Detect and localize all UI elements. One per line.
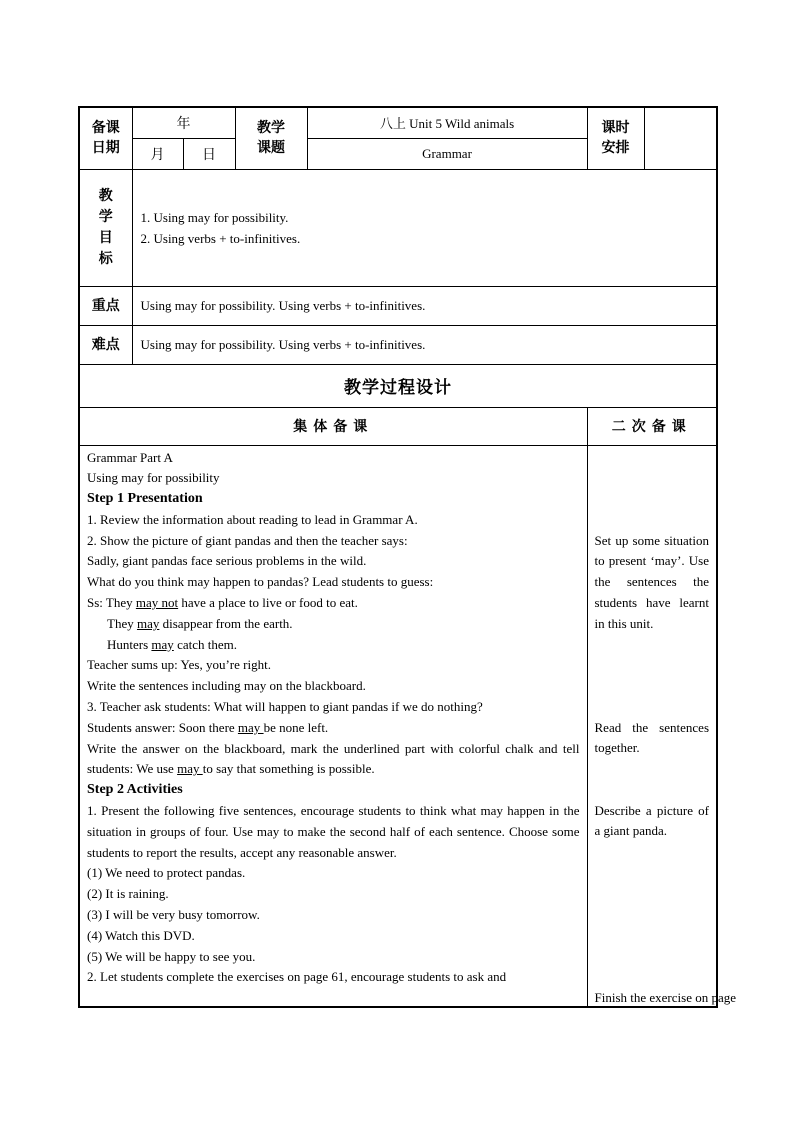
side-note: Set up some situation to present ‘may’. Use the sentences the students have learnt in this unit. [594, 532, 709, 631]
month-field: 月 [132, 138, 183, 169]
day-field: 日 [183, 138, 235, 169]
schedule-value [644, 107, 717, 169]
side-notes [587, 445, 737, 1007]
step-heading: Step 2 Activities [87, 782, 183, 798]
goals-label-char: 教 [98, 187, 113, 204]
text-line: Hunters may catch them. [107, 636, 237, 652]
text-line: 2. Let students complete the exercises on page 61, encourage students to ask and [87, 969, 507, 985]
underlined-may: may [136, 615, 160, 631]
text-paragraph: 1. Present the following five sentences, encourage students to think what may happen in the situation in groups of four. Use may to make the second half of each sentence. Choose some students to report the results, accept any reasonable answer. [87, 803, 580, 860]
side-column-header: 二次备课 [587, 407, 717, 445]
topic-subtitle: Grammar [307, 138, 587, 169]
goals-label [79, 169, 132, 286]
goal-item: 2. Using verbs + to-infinitives. [140, 230, 301, 246]
side-note: Finish the exercise on page [594, 989, 737, 1005]
text-line: Sadly, giant pandas face serious problems in the wild. [87, 553, 367, 569]
text-line: Ss: They may not have a place to live or food to eat. [87, 595, 358, 611]
underlined-may: may [237, 719, 264, 735]
side-note: Describe a picture of a giant panda. [594, 802, 709, 839]
text-paragraph: Write the answer on the blackboard, mark the underlined part with colorful chalk and tell students: We use may to say that something is possible. [87, 740, 580, 777]
goals-label-char: 标 [98, 250, 113, 267]
main-column-header: 集体备课 [79, 407, 587, 445]
key-points-label: 重点 [79, 286, 132, 325]
goals-label-char: 学 [98, 208, 113, 225]
year-field: 年 [132, 107, 235, 138]
sentence-item: (2) It is raining. [87, 886, 169, 902]
underlined-may: may [177, 761, 203, 777]
text-line: 2. Show the picture of giant pandas and then the teacher says: [87, 532, 408, 548]
goals-content [132, 169, 717, 286]
underlined-may: may [151, 636, 174, 652]
lesson-plan-document [78, 106, 737, 1008]
side-note: Read the sentences together. [594, 719, 709, 756]
goals-label-char: 目 [98, 229, 113, 246]
text-line: Write the sentences including may on the blackboard. [87, 678, 366, 694]
sentence-item: (4) Watch this DVD. [87, 927, 195, 943]
underlined-may: may not [135, 595, 179, 611]
difficult-points-label: 难点 [79, 325, 132, 364]
text-line: Grammar Part A [87, 449, 173, 465]
sentence-item: (5) We will be happy to see you. [87, 948, 256, 964]
key-points-text: Using may for possibility. Using verbs + to-infinitives. [132, 286, 717, 325]
lesson-plan-table [78, 106, 737, 1008]
text-line: Students answer: Soon there may be none left. [87, 719, 329, 735]
prep-date-label: 备课日期 [79, 107, 132, 169]
text-line: They may disappear from the earth. [107, 615, 293, 631]
sentence-item: (1) We need to protect pandas. [87, 865, 246, 881]
text-line: Teacher sums up: Yes, you’re right. [87, 657, 271, 673]
topic-title: 八上 Unit 5 Wild animals [307, 107, 587, 138]
step-heading: Step 1 Presentation [87, 491, 203, 507]
main-content [79, 445, 587, 1007]
process-title: 教学过程设计 [79, 364, 717, 407]
text-line: What do you think may happen to pandas? Lead students to guess: [87, 574, 434, 590]
text-line: 3. Teacher ask students: What will happen to giant pandas if we do nothing? [87, 699, 483, 715]
topic-label: 教学课题 [235, 107, 307, 169]
difficult-points-text: Using may for possibility. Using verbs + to-infinitives. [132, 325, 717, 364]
goal-item: 1. Using may for possibility. [140, 209, 289, 225]
text-line: 1. Review the information about reading to lead in Grammar A. [87, 511, 418, 527]
text-line: Using may for possibility [87, 470, 220, 486]
sentence-item: (3) I will be very busy tomorrow. [87, 907, 260, 923]
schedule-label: 课时安排 [587, 107, 644, 169]
